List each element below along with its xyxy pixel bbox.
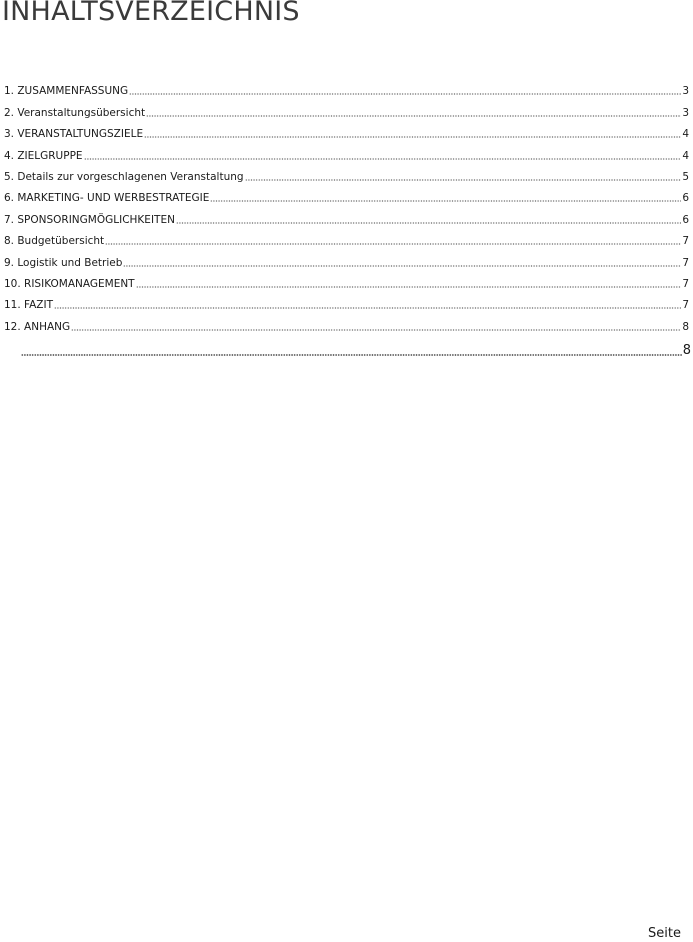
toc-extra-entry-page: 8: [682, 343, 691, 358]
toc-dot-leader: [84, 158, 682, 160]
toc-dot-leader: [123, 265, 681, 267]
toc-dot-leader: [105, 243, 681, 245]
toc-entry[interactable]: [4, 270, 689, 291]
toc-entry-page: 4: [682, 149, 689, 162]
toc-dot-leader: [136, 286, 682, 288]
toc-dot-leader: [210, 200, 681, 202]
toc-entry-label: 4. ZIELGRUPPE: [4, 149, 83, 162]
toc-dot-leader: [21, 354, 682, 356]
toc-entry-label: 10. RISIKOMANAGEMENT: [4, 277, 135, 290]
toc-dot-leader: [176, 222, 681, 224]
toc-entry-page: 7: [682, 277, 689, 290]
toc-entry[interactable]: [4, 163, 689, 184]
toc-entry-page: 7: [682, 256, 689, 269]
toc-dot-leader: [146, 115, 681, 117]
toc-extra-entry[interactable]: [20, 343, 691, 359]
toc-entry-page: 6: [682, 213, 689, 226]
toc-entry-label: 9. Logistik und Betrieb: [4, 256, 123, 269]
toc-entry-page: 3: [682, 85, 689, 98]
toc-dot-leader: [144, 136, 681, 138]
toc-entry-page: 7: [682, 235, 689, 248]
toc-entry[interactable]: [4, 291, 689, 312]
toc-entry[interactable]: [4, 248, 689, 269]
toc-entry-label: 11. FAZIT: [4, 299, 53, 312]
page-title: INHALTSVERZEICHNIS: [2, 0, 300, 27]
toc-entry[interactable]: [4, 184, 689, 205]
toc-entry-label: 7. SPONSORINGMÖGLICHKEITEN: [4, 213, 175, 226]
toc-entry-label: 6. MARKETING- UND WERBESTRATEGIE: [4, 192, 210, 205]
page-footer-label: Seite: [648, 926, 681, 941]
table-of-contents: [4, 77, 689, 334]
toc-entry-label: 8. Budgetübersicht: [4, 235, 105, 248]
toc-entry-page: 6: [682, 192, 689, 205]
toc-entry-page: 3: [682, 106, 689, 119]
toc-entry-label: 3. VERANSTALTUNGSZIELE: [4, 128, 144, 141]
toc-entry[interactable]: [4, 141, 689, 162]
toc-entry-page: 8: [682, 320, 689, 333]
toc-entry-page: 7: [682, 299, 689, 312]
toc-dot-leader: [54, 307, 681, 309]
toc-dot-leader: [245, 179, 682, 181]
toc-entry-page: 5: [682, 170, 689, 183]
toc-dot-leader: [71, 329, 681, 331]
toc-entry-label: 1. ZUSAMMENFASSUNG: [4, 85, 129, 98]
toc-entry[interactable]: [4, 312, 689, 333]
toc-dot-leader: [129, 93, 681, 95]
toc-entry[interactable]: [4, 120, 689, 141]
toc-entry[interactable]: [4, 98, 689, 119]
toc-entry-label: 12. ANHANG: [4, 320, 71, 333]
toc-entry-label: 2. Veranstaltungsübersicht: [4, 106, 146, 119]
toc-entry-label: 5. Details zur vorgeschlagenen Veranstaltung: [4, 170, 244, 183]
toc-entry[interactable]: [4, 205, 689, 226]
toc-entry[interactable]: [4, 77, 689, 98]
toc-entry-page: 4: [682, 128, 689, 141]
toc-entry[interactable]: [4, 227, 689, 248]
